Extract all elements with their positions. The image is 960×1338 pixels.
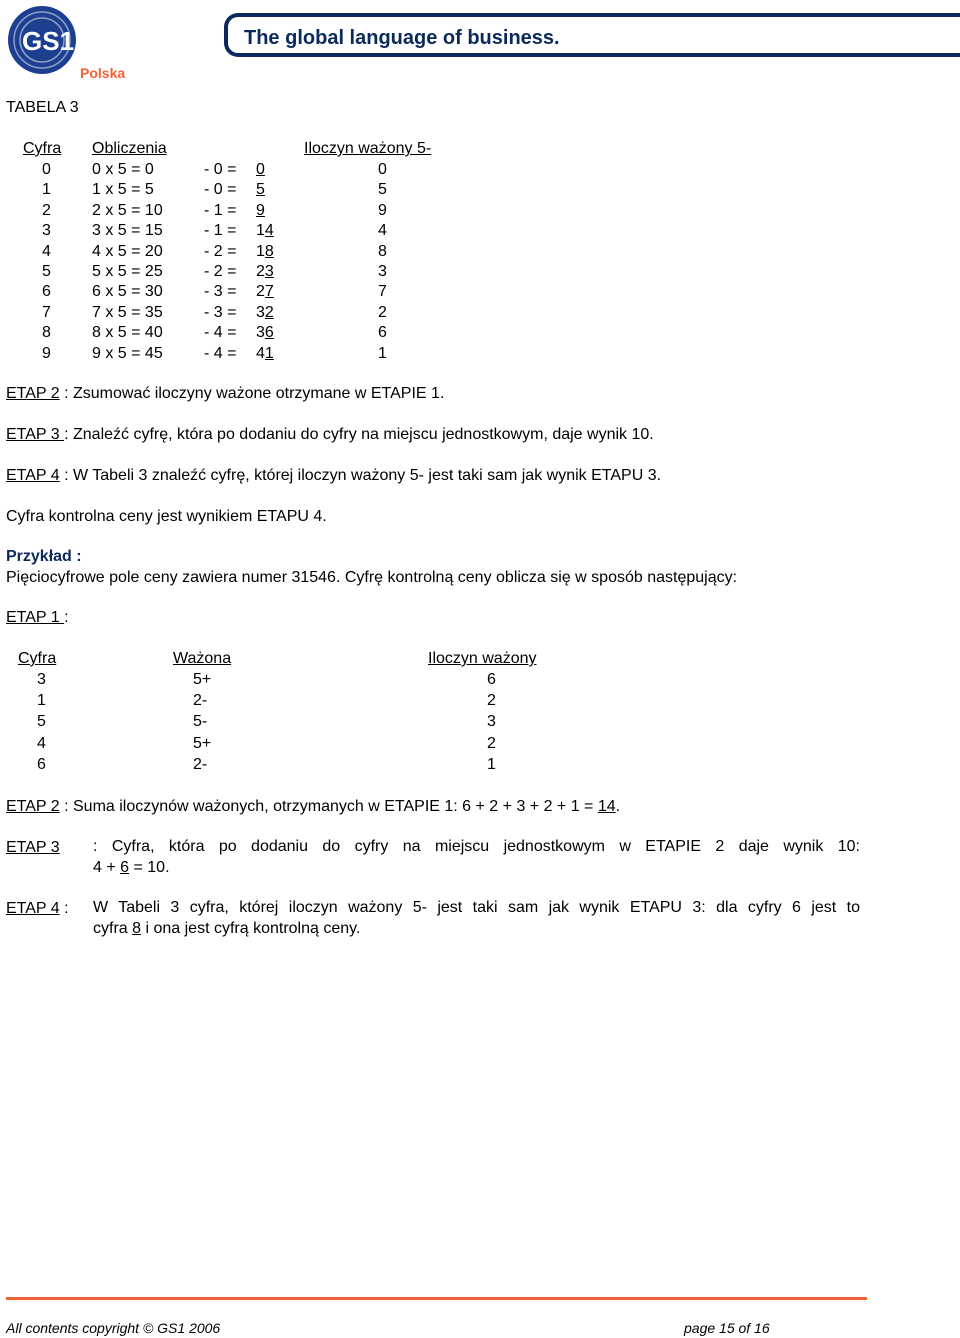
- example-header-weight: Ważona: [173, 650, 232, 667]
- step-etap4: [6, 466, 661, 485]
- table3-digit: 1: [42, 181, 51, 199]
- table3-digit: 5: [42, 263, 51, 280]
- tagline-banner: [224, 13, 960, 57]
- etap4-label: ETAP 4: [6, 467, 60, 484]
- table3-calc-subtract: - 4 =: [204, 324, 237, 342]
- tagline: The global language of business.: [244, 27, 560, 49]
- example-weight: 5+: [193, 734, 212, 752]
- etap4-line2-pre: cyfra: [93, 920, 133, 937]
- table3-weighted-product: 2: [378, 303, 387, 321]
- example-header-digit: Cyfra: [18, 650, 57, 667]
- etap4-line2-digit: 8: [132, 920, 142, 937]
- etap2-text: : Zsumować iloczyny ważone otrzymane w ETAPIE 1.: [59, 385, 445, 402]
- table3-calc-multiply: 5 x 5 = 25: [92, 263, 163, 280]
- example-etap2-label: ETAP 2: [6, 798, 60, 815]
- example-weight: 5-: [193, 713, 208, 731]
- table3-weighted-product: 6: [378, 324, 387, 342]
- table3-digit: 8: [42, 324, 51, 342]
- table3-digit: 4: [42, 242, 51, 260]
- example-digit: 5: [37, 713, 46, 731]
- table3-calc-subtract: - 2 =: [204, 242, 237, 260]
- footer-rule: [6, 1297, 867, 1300]
- footer-copyright: All contents copyright © GS1 2006: [6, 1320, 221, 1336]
- example-digit: 6: [37, 755, 46, 773]
- table3-digit: 7: [42, 303, 51, 321]
- table3-header-digit: Cyfra: [23, 140, 62, 157]
- table3-calc-multiply: 7 x 5 = 35: [92, 303, 163, 321]
- etap3-line2-post: = 10.: [129, 859, 170, 876]
- etap3-label: ETAP 3: [6, 426, 65, 443]
- table3-digit: 6: [42, 283, 51, 301]
- check-digit-text: Cyfra kontrolna ceny jest wynikiem ETAPU 4.: [6, 508, 327, 525]
- table3-calc-result: 18: [256, 242, 274, 260]
- table3-calc-multiply: 8 x 5 = 40: [92, 324, 163, 342]
- footer-page-number: page 15 of 16: [684, 1320, 770, 1336]
- example-digit: 3: [37, 671, 46, 688]
- logo-sub: Polska: [80, 65, 126, 81]
- table3-weighted-product: 1: [378, 344, 387, 362]
- example-etap2-result: 14: [597, 798, 616, 815]
- example-digit: 4: [37, 734, 46, 752]
- example-etap4-colon: :: [64, 900, 69, 917]
- table3-calc-result: 36: [256, 324, 274, 342]
- example-weighted-product: 3: [487, 713, 496, 731]
- etap4-line2-post: i ona jest cyfrą kontrolną ceny.: [141, 920, 361, 937]
- etap2-label: ETAP 2: [6, 385, 60, 402]
- example-etap2-text: : Suma iloczynów ważonych, otrzymanych w ETAPIE 1: 6 + 2 + 3 + 2 + 1 =: [59, 798, 598, 815]
- logo-text: GS1: [22, 26, 75, 56]
- table3-weighted-product: 4: [378, 222, 387, 240]
- example-label: Przykład :: [6, 548, 82, 565]
- table3-calc-subtract: - 0 =: [204, 161, 237, 178]
- example-etap3-label: ETAP 3: [6, 839, 60, 856]
- example-etap2: [6, 797, 620, 816]
- table3-calc-result: 27: [256, 283, 274, 301]
- table3-calc-subtract: - 4 =: [204, 344, 237, 362]
- table3-calc-result: 32: [256, 303, 274, 321]
- table3-digit: 3: [42, 222, 51, 240]
- table3-calc-subtract: - 0 =: [204, 181, 237, 199]
- table3-weighted-product: 7: [378, 283, 387, 301]
- table3-calc-subtract: - 3 =: [204, 303, 237, 321]
- table3-header-product: Iloczyn ważony 5-: [304, 140, 432, 157]
- example-weighted-product: 2: [487, 734, 496, 752]
- table3-calc-multiply: 9 x 5 = 45: [92, 344, 163, 362]
- example-etap1: [6, 608, 69, 627]
- table3-calc-subtract: - 3 =: [204, 283, 237, 301]
- example-weighted-product: 1: [487, 755, 496, 773]
- table3-calc-multiply: 4 x 5 = 20: [92, 242, 163, 260]
- table3-calc-result: 41: [256, 344, 274, 362]
- example-digit: 1: [37, 692, 46, 710]
- example-etap4-text: W Tabeli 3 cyfra, której iloczyn ważony 5- jest taki sam jak wynik ETAPU 3: dla cyfry 6 jest to: [93, 899, 860, 916]
- example-weight: 2-: [193, 755, 208, 773]
- example-etap1-label: ETAP 1: [6, 609, 65, 626]
- step-etap3: [6, 425, 654, 444]
- table3-digit: 9: [42, 344, 51, 362]
- example-header-product: Iloczyn ważony: [428, 650, 537, 667]
- table3-calc-result: 14: [256, 222, 274, 240]
- table3-weighted-product: 9: [378, 201, 387, 219]
- etap3-line2-digit: 6: [120, 859, 130, 876]
- table3-calc-result: 0: [256, 161, 265, 178]
- table3-calc-multiply: 6 x 5 = 30: [92, 283, 163, 301]
- table3-header-calc: Obliczenia: [92, 140, 167, 157]
- table3-calc-multiply: 3 x 5 = 15: [92, 222, 163, 240]
- example-weighted-product: 2: [487, 692, 496, 710]
- table3-calc-result: 23: [256, 263, 274, 280]
- etap4-text: : W Tabeli 3 znaleźć cyfrę, której iloczyn ważony 5- jest taki sam jak wynik ETAPU 3.: [59, 467, 662, 484]
- table3-calc-subtract: - 1 =: [204, 222, 237, 240]
- example-etap2-end: .: [615, 798, 621, 815]
- table3-calc-result: 9: [256, 201, 265, 219]
- example-etap4-line2: [93, 919, 360, 938]
- table3-weighted-product: 8: [378, 242, 387, 260]
- example-weighted-product: 6: [487, 671, 496, 688]
- table3-digit: 0: [42, 161, 51, 178]
- table3-calc-subtract: - 2 =: [204, 263, 237, 280]
- example-etap1-colon: :: [64, 609, 69, 626]
- example-intro: Pięciocyfrowe pole ceny zawiera numer 31546. Cyfrę kontrolną ceny oblicza się w sposób następujący:: [6, 569, 738, 586]
- table3-weighted-product: 0: [378, 161, 387, 178]
- example-etap3-line2: [93, 858, 170, 877]
- etap3-text: : Znaleźć cyfrę, która po dodaniu do cyfry na miejscu jednostkowym, daje wynik 10.: [64, 426, 654, 443]
- example-weight: 2-: [193, 692, 208, 710]
- table3-calc-result: 5: [256, 181, 265, 199]
- step-etap2: [6, 384, 444, 403]
- table3-calc-multiply: 1 x 5 = 5: [92, 181, 154, 199]
- gs1-logo: [6, 4, 126, 84]
- table3-title: TABELA 3: [6, 99, 79, 116]
- table3-digit: 2: [42, 201, 51, 219]
- table3-calc-multiply: 2 x 5 = 10: [92, 201, 163, 219]
- table3-weighted-product: 3: [378, 263, 387, 280]
- example-weight: 5+: [193, 671, 212, 688]
- etap3-line2-pre: 4 +: [93, 859, 121, 876]
- example-etap4-label: ETAP 4: [6, 900, 60, 917]
- table3-calc-subtract: - 1 =: [204, 201, 237, 219]
- table3-weighted-product: 5: [378, 181, 387, 199]
- example-etap3-text: : Cyfra, która po dodaniu do cyfry na miejscu jednostkowym w ETAPIE 2 daje wynik 10:: [93, 838, 860, 855]
- table3-calc-multiply: 0 x 5 = 0: [92, 161, 154, 178]
